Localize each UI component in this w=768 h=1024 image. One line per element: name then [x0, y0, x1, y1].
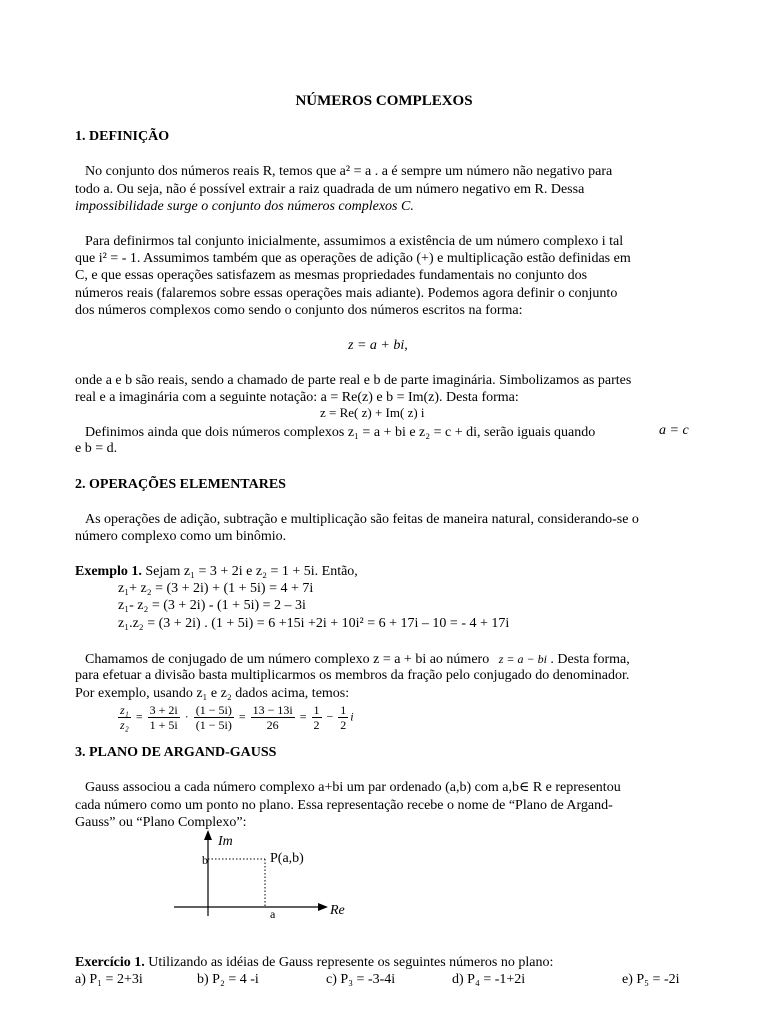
paragraph-line: No conjunto dos números reais R, temos que a² = a . a é sempre um número não negativo para: [85, 164, 613, 179]
paragraph-line: Definimos ainda que dois números complexos z₁ = a + bi e z₂ = c + di, serão iguais quando: [85, 425, 596, 440]
exercise-item: d) P₄ = -1+2i: [452, 972, 526, 987]
paragraph-line: Gauss” ou “Plano Complexo”:: [75, 815, 247, 830]
paragraph-line: cada número como um ponto no plano. Essa representação recebe o nome de “Plano de Argand-: [75, 798, 613, 813]
page-title: NÚMEROS COMPLEXOS: [295, 93, 473, 109]
example-label: Exemplo 1.: [75, 564, 142, 579]
exercise-item: e) P₅ = -2i: [622, 972, 680, 987]
paragraph-line: onde a e b são reais, sendo a chamado de parte real e b de parte imaginária. Simbolizamos as partes: [75, 373, 632, 388]
conjugate-text: Chamamos de conjugado de um número complexo z = a + bi ao número: [85, 652, 490, 667]
fraction-13-13i: $\frac{13 - 13i}{26}$: [252, 703, 293, 732]
paragraph-line: números reais (falaremos sobre essas operações mais adiante). Podemos agora definir o conjunto: [75, 286, 618, 301]
a-label: a: [270, 907, 276, 921]
exercise-label: Exercício 1.: [75, 955, 145, 970]
paragraph-line: Gauss associou a cada número complexo a+bi um par ordenado (a,b) com a,b∈ R e representou: [85, 780, 621, 795]
paragraph-line: todo a. Ou seja, não é possível extrair a raiz quadrada de um número negativo em R. Dessa: [75, 182, 585, 197]
paragraph-line: real e a imaginária com a seguinte notação: a = Re(z) e b = Im(z). Desta forma:: [75, 390, 519, 405]
example-intro: Sejam z₁ = 3 + 2i e z₂ = 1 + 5i. Então,: [141, 564, 358, 579]
fraction-half: $\frac{1}{2}$: [313, 703, 320, 732]
division-example: $\frac{\text{z₁}}{\text{z₂}}$ = $\frac{3 + 2i}{1 + 5i}$ · $\frac{(1 - 5i)}{(1 - 5i)}$ = $\frac{13 - 13i}{26}$ = $\frac{1}{2}$ − $\frac{1}{2}$ i: [120, 703, 354, 732]
equality-a-c: a = c: [659, 423, 689, 438]
imaginary-axis-arrow: [204, 830, 212, 840]
point-label: P(a,b): [270, 851, 304, 866]
paragraph-line: C, e que essas operações satisfazem as mesmas propriedades fundamentais no conjunto dos: [75, 268, 588, 283]
section-heading-operacoes: 2. OPERAÇÕES ELEMENTARES: [75, 477, 286, 492]
exercise-text: Utilizando as idéias de Gauss represente os seguintes números no plano:: [144, 955, 554, 970]
fraction-z1-z2: $\frac{\text{z₁}}{\text{z₂}}$: [120, 703, 129, 732]
exercise-item: a) P₁ = 2+3i: [75, 972, 143, 987]
example-difference: z₁- z₂ = (3 + 2i) - (1 + 5i) = 2 – 3i: [118, 598, 306, 613]
formula-re-im: z = Re( z) + Im( z) i: [320, 405, 425, 420]
paragraph-line: As operações de adição, subtração e multiplicação são feitas de maneira natural, considerando-se o: [85, 512, 639, 527]
exercise-item: c) P₃ = -3-4i: [326, 972, 396, 987]
conjugate-formula: z = a − bi: [498, 652, 547, 666]
paragraph-line: número complexo como um binômio.: [75, 529, 287, 544]
re-axis-label: Re: [330, 903, 345, 918]
example-sum: z₁+ z₂ = (3 + 2i) + (1 + 5i) = 4 + 7i: [118, 581, 314, 596]
paragraph-line: impossibilidade surge o conjunto dos números complexos C.: [75, 199, 414, 214]
fraction-3-2i: $\frac{3 + 2i}{1 + 5i}$: [149, 703, 178, 732]
im-axis-label: Im: [218, 834, 233, 849]
paragraph-line: dos números complexos como sendo o conjunto dos números escritos na forma:: [75, 303, 523, 318]
paragraph-line: para efetuar a divisão basta multiplicarmos os membros da fração pelo conjugado do denominador.: [75, 668, 630, 683]
fraction-half-imag: $\frac{1}{2}$: [340, 703, 347, 732]
exercise-item: b) P₂ = 4 -i: [197, 972, 259, 987]
paragraph-line: que i² = - 1. Assumimos também que as operações de adição (+) e multiplicação estão definidas em: [75, 251, 631, 266]
section-heading-definicao: 1. DEFINIÇÃO: [75, 129, 170, 144]
paragraph-line: e b = d.: [75, 441, 118, 456]
conjugate-text-end: . Desta forma,: [550, 652, 630, 667]
section-heading-plano: 3. PLANO DE ARGAND-GAUSS: [75, 745, 277, 760]
paragraph-line: Por exemplo, usando z₁ e z₂ dados acima, temos:: [75, 686, 350, 701]
example-product: z₁.z₂ = (3 + 2i) . (1 + 5i) = 6 +15i +2i + 10i² = 6 + 17i – 10 = - 4 + 17i: [118, 616, 510, 631]
real-axis-arrow: [318, 903, 328, 911]
b-label: b: [202, 853, 208, 867]
formula-z: z = a + bi,: [348, 338, 408, 353]
paragraph-line: Para definirmos tal conjunto inicialmente, assumimos a existência de um número complexo i tal: [85, 234, 624, 249]
fraction-conjugate: $\frac{(1 - 5i)}{(1 - 5i)}$: [195, 703, 232, 732]
